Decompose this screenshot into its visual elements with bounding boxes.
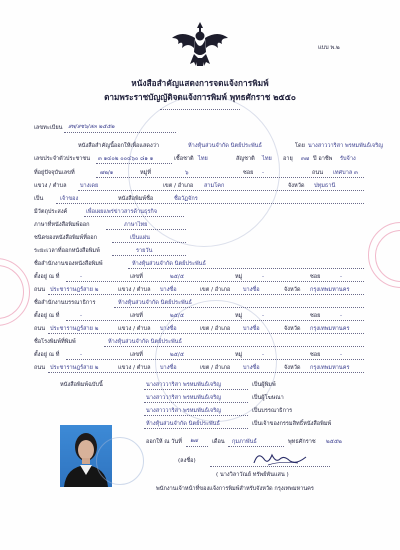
dotted-line (144, 402, 248, 403)
dotted-line (144, 415, 248, 416)
dotted-line (48, 333, 364, 334)
entity-name: ห้างหุ้นส่วนจำกัด นิตย์ประพันธ์ (188, 143, 262, 149)
subdist-label: แขวง / ตำบล (118, 287, 151, 293)
dotted-line (48, 372, 364, 373)
dotted-line (106, 229, 186, 230)
dotted-line (104, 346, 364, 347)
subdist-value: บางซื่อ (160, 365, 177, 371)
dotted-line (66, 359, 364, 360)
purpose-value: เพื่อเผยแพร่ข่าวสารด้านธุรกิจ (86, 209, 158, 215)
id-value: ๓ ๑๔๐๒ ๐๐๔๖๐ ๘๑ ๑ (98, 156, 154, 162)
purpose-label: มีวัตถุประสงค์ (34, 209, 68, 215)
prov-label: จังหวัด (284, 326, 301, 332)
dotted-line (56, 203, 364, 204)
title-line1: หนังสือสำคัญแสดงการจดแจ้งการพิมพ์ (131, 78, 269, 88)
form-code: แบบ พ.๒ (318, 45, 340, 51)
person-name: นางสาววาริสา พรหมพันธ์เจริญ (146, 408, 221, 414)
nation-value: ไทย (262, 156, 272, 162)
dist-value: บางซื่อ (243, 365, 260, 371)
dotted-line (210, 466, 330, 467)
road-value: เทศบาล ๓ (333, 170, 358, 176)
language-value: ภาษาไทย (124, 222, 148, 228)
dotted-line (144, 428, 248, 429)
office-value: ห้างหุ้นส่วนจำกัด นิตย์ประพันธ์ (132, 261, 206, 267)
intro-by: โดย (295, 143, 305, 149)
editor-office-label: ชื่อสำนักงานบรรณาธิการ (34, 300, 96, 306)
moo-value: ๖ (185, 170, 189, 176)
intro-text: หนังสือสำคัญนี้ออกให้เพื่อแสดงว่า (78, 143, 160, 149)
title-line2: ตามพระราชบัญญัติจดแจ้งการพิมพ์ พุทธศักราช ๒๕๕๐ (104, 92, 296, 102)
type-value: เป็นแผ่น (130, 235, 150, 241)
issued-label: ออกให้ ณ วันที่ (146, 439, 182, 445)
printer-label: ชื่อโรงพิมพ์ที่พิมพ์ (34, 339, 76, 345)
moo-label: หมู่ที่ (140, 170, 152, 176)
reg-number: สพ/สช๖/ส๓ ๒๕๕๒ (68, 124, 115, 130)
subdist-label: แขวง / ตำบล (118, 365, 151, 371)
signer-name: ( นางวิลาวัณย์ ทรัพย์พันแสน ) (216, 472, 289, 478)
addr-label: ที่อยู่ปัจจุบันเลขที่ (34, 170, 75, 176)
located-label: ตั้งอยู่ ณ ที่ (34, 352, 60, 358)
person-role: เป็นผู้พิมพ์ (252, 382, 276, 388)
subdist-value: บางซื่อ (160, 326, 177, 332)
road-label: ถนน (34, 326, 46, 332)
issued-month-label: เดือน (212, 439, 225, 445)
pub-name-value: ชื่อวัฏจักร (174, 196, 198, 202)
nation-label: สัญชาติ (236, 156, 255, 162)
person-name: นางสาววาริสา พรหมพันธ์เจริญ (146, 395, 221, 401)
pub-name-label: หนังสือพิมพ์ชื่อ (118, 196, 154, 202)
no-value: ๒๕/๕ (170, 313, 185, 319)
road-value: ประชาราษฎร์สาย ๒ (50, 287, 99, 293)
person-role: เป็นผู้โฆษณา (252, 395, 284, 401)
prov-label: จังหวัด (288, 183, 305, 189)
soi-value: - (340, 313, 343, 319)
age-value: ๓๗ (301, 156, 310, 162)
dotted-line (96, 163, 172, 164)
persons-header: หนังสือพิมพ์ฉบับนี้ (60, 382, 103, 388)
dotted-line (112, 255, 186, 256)
moo-value: - (262, 313, 265, 319)
subdist-label: แขวง / ตำบล (118, 326, 151, 332)
soi-label: ซอย (310, 352, 321, 358)
age-label: อายุ (283, 156, 293, 162)
dist-value: สามโคก (204, 183, 225, 189)
type-label: ชนิดของหนังสือพิมพ์ที่ออก (34, 235, 98, 241)
road-label: ถนน (312, 170, 324, 176)
road-value: ประชาราษฎร์สาย ๒ (50, 326, 99, 332)
dist-label: เขต / อำเภอ (163, 183, 194, 189)
prov-value: กรุงเทพมหานคร (310, 287, 350, 293)
person-role: เป็นบรรณาธิการ (252, 408, 293, 414)
no-value: ๒๕/๕ (170, 274, 185, 280)
dotted-line (228, 446, 284, 447)
moo-label: หมู่ (235, 274, 243, 280)
dist-label: เขต / อำเภอ (200, 326, 231, 332)
as-value: เจ้าของ (60, 196, 79, 202)
dotted-line (78, 190, 364, 191)
reg-label: เลขทะเบียน (34, 125, 63, 131)
dotted-line (96, 177, 364, 178)
issued-day: ๒๗ (190, 438, 198, 444)
dotted-line (66, 281, 364, 282)
located-value: - (80, 274, 83, 280)
moo-value: - (262, 352, 265, 358)
located-value: - (80, 352, 83, 358)
dotted-line (114, 307, 364, 308)
printer-value: ห้างหุ้นส่วนจำกัด นิตย์ประพันธ์ (108, 339, 182, 345)
soi-label: ซอย (310, 313, 321, 319)
moo-value: - (262, 274, 265, 280)
left-edge-stamp-ring (0, 258, 30, 326)
dotted-line (144, 389, 248, 390)
language-label: ภาษาที่หนังสือพิมพ์ออก (34, 222, 90, 228)
road-label: ถนน (34, 365, 46, 371)
dist-label: เขต / อำเภอ (200, 365, 231, 371)
dotted-line (128, 268, 364, 269)
dist-value: บางซื่อ (243, 326, 260, 332)
race-label: เชื้อชาติ (174, 156, 194, 162)
title-underline (160, 109, 240, 110)
road-label: ถนน (34, 287, 46, 293)
dist-value: บางซื่อ (243, 287, 260, 293)
as-label: เป็น (34, 196, 44, 202)
signer-title: พนักงานเจ้าหน้าที่ของแจ้งการพิมพ์สำหรับจังหวัด กรุงเทพมหานคร (156, 486, 314, 492)
no-label: เลขที่ (130, 352, 143, 358)
subdist-label: แขวง / ตำบล (34, 183, 67, 189)
dist-label: เขต / อำเภอ (200, 287, 231, 293)
issued-year: ๒๕๕๒ (326, 439, 342, 445)
dotted-line (66, 320, 364, 321)
soi-value: - (340, 352, 343, 358)
race-value: ไทย (198, 156, 208, 162)
no-label: เลขที่ (130, 274, 143, 280)
right-edge-stamp-ring (368, 222, 400, 288)
moo-label: หมู่ (235, 313, 243, 319)
soi-label: ซอย (243, 170, 254, 176)
subdist-value: บางซื่อ (160, 287, 177, 293)
person-name: นางสาววาริสา พรหมพันธ์เจริญ (308, 143, 383, 149)
age-unit: ปี อาชีพ (313, 156, 333, 162)
prov-value: กรุงเทพมหานคร (310, 365, 350, 371)
prov-label: จังหวัด (284, 287, 301, 293)
issued-year-label: พุทธศักราช (288, 439, 316, 445)
dotted-line (112, 242, 186, 243)
garuda-emblem-icon (170, 18, 230, 70)
official-seal (96, 437, 144, 485)
prov-value: ปทุมธานี (314, 183, 336, 189)
moo-label: หมู่ (235, 352, 243, 358)
soi-value: - (340, 274, 343, 280)
addr-no: ๗๒/๑ (100, 170, 114, 176)
occupation: รับจ้าง (340, 156, 356, 162)
prov-value: กรุงเทพมหานคร (310, 326, 350, 332)
no-value: ๒๕/๕ (170, 352, 185, 358)
subdist-value: บางเดย (80, 183, 99, 189)
dotted-line (48, 294, 364, 295)
dotted-line (84, 216, 184, 217)
person-role: เป็นเจ้าของกรรมสิทธิ์หนังสือพิมพ์ (252, 421, 332, 427)
frequency-label: ระยะเวลาที่ออกหนังสือพิมพ์ (34, 248, 100, 254)
dotted-line (186, 446, 208, 447)
id-label: เลขประจำตัวประชาชน (34, 156, 91, 162)
dotted-line (64, 132, 176, 133)
soi-value: - (262, 170, 265, 176)
sign-label: (ลงชื่อ) (178, 458, 196, 464)
person-name: ห้างหุ้นส่วนจำกัด นิตย์ประพันธ์ (146, 421, 220, 427)
issued-month: กุมภาพันธ์ (232, 439, 257, 445)
person-name: นางสาววาริสา พรหมพันธ์เจริญ (146, 382, 221, 388)
frequency-value: รายวัน (136, 248, 153, 254)
soi-label: ซอย (310, 274, 321, 280)
located-label: ตั้งอยู่ ณ ที่ (34, 313, 60, 319)
located-value: - (80, 313, 83, 319)
road-value: ประชาราษฎร์สาย ๒ (50, 365, 99, 371)
located-label: ตั้งอยู่ ณ ที่ (34, 274, 60, 280)
office-label: ชื่อสำนักงานของหนังสือพิมพ์ (34, 261, 103, 267)
editor-office-value: ห้างหุ้นส่วนจำกัด นิตย์ประพันธ์ (118, 300, 192, 306)
prov-label: จังหวัด (284, 365, 301, 371)
no-label: เลขที่ (130, 313, 143, 319)
